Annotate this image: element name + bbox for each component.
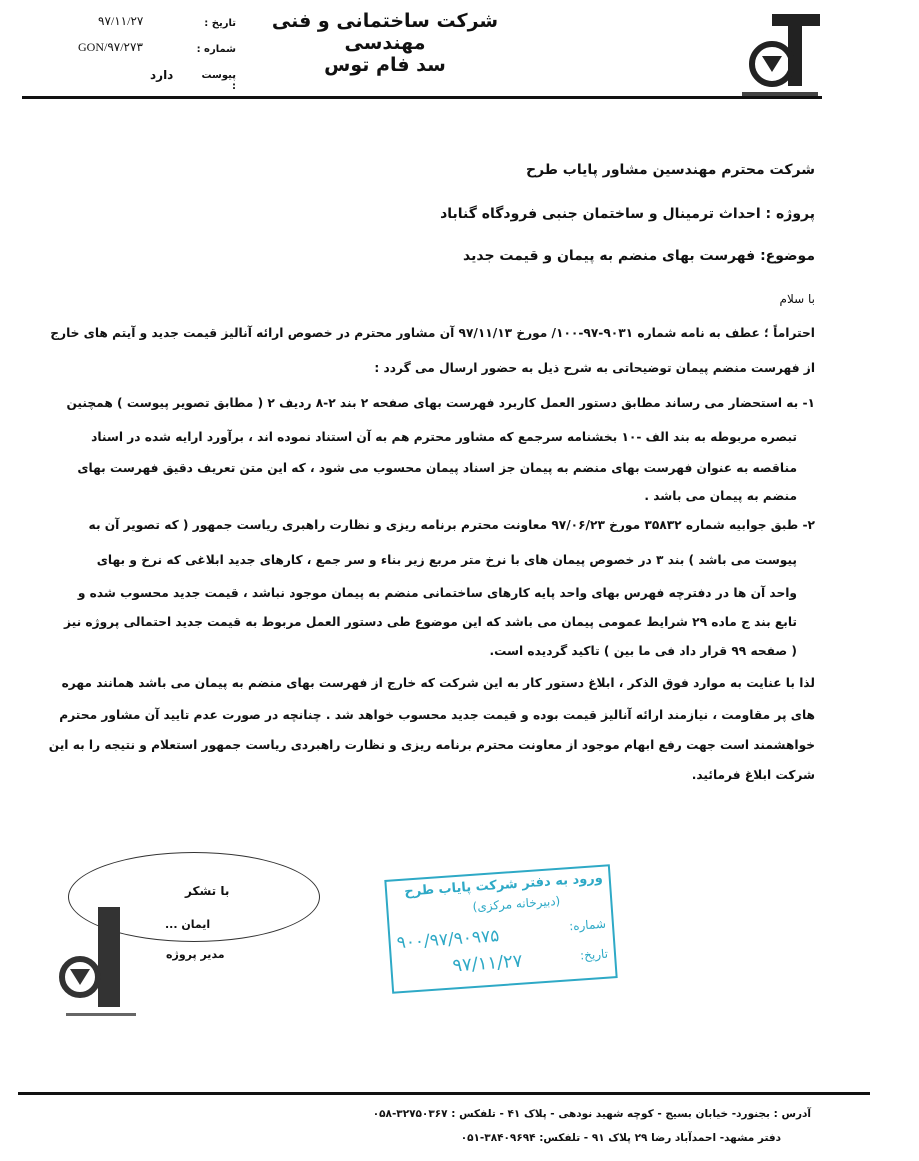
item2-line: واحد آن ها در دفترچه فهرس بهای واحد پایه کارهای ساختمانی منضم به پیمان موجود نباشد ، قیمت جدید محسوب شده و bbox=[77, 586, 797, 600]
number-value: GON/۹۷/۲۷۳ bbox=[78, 40, 143, 54]
item2-line: ( صفحه ۹۹ قرار داد فی ما بین ) تاکید گردیده است. bbox=[489, 644, 797, 658]
item2-line: تابع بند ج ماده ۲۹ شرایط عمومی پیمان می باشد که این موضوع طی دستور العمل مربوط به قیمت جدید احتمالی پروژه نیز bbox=[64, 615, 797, 629]
item1-line: تبصره مربوطه به بند الف -۱۰ بخشنامه سرجمع که مشاور محترم هم به آن استناد نموده اند ، برآورد ارایه شده در اسناد bbox=[91, 430, 797, 444]
intro-line: احتراماً ؛ عطف به نامه شماره ۹۰۳۱-۹۷-۱۰۰/ مورخ ۹۷/۱۱/۱۳ آن مشاور محترم در خصوص ارائه آنالیز قیمت جدید و آیتم های خارج bbox=[50, 326, 815, 340]
footer-address-2: دفتر مشهد- احمدآباد رضا ۲۹ پلاک ۹۱ - تلفکس: ۳۸۴۰۹۶۹۴-۰۵۱ bbox=[460, 1132, 781, 1144]
recipient: شرکت محترم مهندسین مشاور پایاب طرح bbox=[525, 162, 815, 178]
project-line: پروژه : احداث ترمینال و ساختمان جنبی فرودگاه گناباد bbox=[440, 206, 815, 222]
signer-title: مدیر پروژه bbox=[166, 948, 225, 961]
company-name-line1: شرکت ساختمانی و فنی مهندسی bbox=[271, 10, 499, 54]
stamp-date-value: ۹۷/۱۱/۲۷ bbox=[451, 950, 524, 977]
conclusion-line: لذا با عنایت به موارد فوق الذکر ، ابلاغ دستور کار به این شرکت که خارج از فهرست بهای منضم به پیمان می باشد همانند مهره bbox=[61, 676, 815, 690]
closing: با تشکر bbox=[185, 884, 230, 898]
footer-divider bbox=[18, 1092, 870, 1095]
signer-name: ایمان ... bbox=[165, 918, 211, 931]
company-seal bbox=[58, 905, 148, 1020]
item1-line: مناقصه به عنوان فهرست بهای منضم به پیمان جز اسناد پیمان محسوب می شود ، که این متن تعریف دقیق فهرست بهای bbox=[77, 461, 797, 475]
received-stamp bbox=[384, 864, 617, 993]
date-value: ۹۷/۱۱/۲۷ bbox=[98, 14, 144, 28]
company-logo bbox=[742, 10, 822, 102]
item1-line: ۱- به استحضار می رساند مطابق دستور العمل کاربرد فهرست بهای صفحه ۲ بند ۲-۸ ردیف ۲ ( مطابق تصویر پیوست ) همچنین bbox=[66, 396, 815, 410]
conclusion-line: های پر مقاومت ، نیازمند ارائه آنالیز قیمت بوده و قیمت جدید محسوب خواهد شد . چنانچه در صورت عدم تایید آن مشاور محترم bbox=[59, 708, 815, 722]
footer-address-1: آدرس : بجنورد- خیابان بسیج - کوچه شهید نودهی - پلاک ۴۱ - تلفکس : ۳۲۷۵۰۳۶۷-۰۵۸ bbox=[372, 1108, 811, 1120]
item2-line: ۲- طبق جوابیه شماره ۳۵۸۳۲ مورخ ۹۷/۰۶/۲۳ معاونت محترم برنامه ریزی و نظارت راهبری ریاست جمهور ( که تصویر آن به bbox=[88, 518, 815, 532]
stamp-number-value: ۹۰۰/۹۷/۹۰۹۷۵ bbox=[396, 926, 500, 954]
company-seal-icon bbox=[58, 905, 148, 1020]
item2-line: پیوست می باشد ) بند ۳ در خصوص پیمان های با نرخ متر مربع زیر بناء و سر جمع ، کارهای جدید ابلاغی که نرخ و بهای bbox=[96, 553, 797, 567]
company-logo-icon bbox=[742, 10, 822, 102]
attachment-label: پیوست : bbox=[201, 70, 236, 92]
conclusion-line: خواهشمند است جهت رفع ابهام موجود از معاونت محترم برنامه ریزی و نظارت راهبردی ریاست جمهور استعلام و نتیجه را به این bbox=[48, 738, 815, 752]
item1-line: منضم به پیمان می باشد . bbox=[644, 489, 797, 503]
salutation: با سلام bbox=[779, 292, 815, 306]
subject-line: موضوع: فهرست بهای منضم به پیمان و قیمت جدید bbox=[463, 248, 815, 264]
attachment-value: دارد bbox=[150, 68, 174, 82]
date-label: تاریخ : bbox=[204, 18, 236, 29]
stamp-date-label: تاریخ: bbox=[579, 946, 609, 963]
stamp-line1: ورود به دفتر شرکت پایاب طرح bbox=[403, 870, 604, 900]
header-divider bbox=[22, 96, 822, 99]
conclusion-line: شرکت ابلاغ فرمائید. bbox=[691, 768, 815, 782]
intro-line: از فهرست منضم پیمان توضیحاتی به شرح ذیل به حضور ارسال می گردد : bbox=[374, 361, 815, 375]
company-name-line2: سد فام توس bbox=[324, 54, 446, 76]
stamp-line2: (دبیرخانه مرکزی) bbox=[472, 893, 561, 914]
number-label: شماره : bbox=[196, 44, 236, 55]
stamp-number-label: شماره: bbox=[568, 916, 607, 934]
